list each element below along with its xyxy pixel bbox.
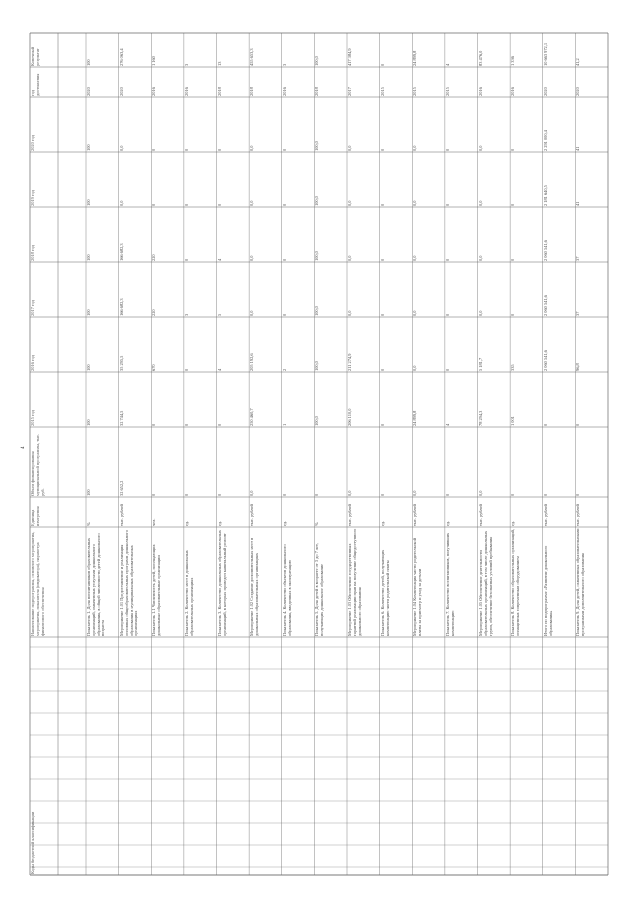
table-row-cell: 0 (444, 493, 450, 496)
table-row-cell: 0,0 (249, 145, 255, 151)
table-row-cell: 0,0 (412, 255, 418, 261)
table-row-cell: 211 274,9 (347, 353, 352, 371)
table-row-cell: % (86, 522, 91, 526)
header-cell: Конечный результат (30, 47, 40, 66)
table-row-cell: 0,0 (477, 145, 483, 151)
header-subcell (59, 428, 86, 496)
table-row-cell: 166 682,3 (118, 243, 124, 261)
table-row-cell: 2016 (510, 87, 516, 96)
table-row-cell: 2018 (314, 87, 320, 96)
table-row-cell: 0 (379, 493, 385, 496)
table-row-cell: 0 (151, 493, 157, 496)
table-row-cell: % (314, 522, 320, 526)
page-number: 4 (21, 446, 26, 449)
table-row-cell: Показатель 9. Доля детей, охваченных образовательными программами дополнительного образования (575, 528, 586, 636)
budget-table (30, 33, 608, 875)
table-row-cell: 2 060 541,6 (542, 240, 548, 261)
table-row-cell: 5 181,7 (477, 357, 483, 371)
table-row-cell: 2015 (444, 87, 450, 96)
table-row-cell: 2016 (183, 87, 189, 96)
table-row-cell: 37 (575, 256, 581, 261)
table-row-cell: 2 060 541,6 (542, 350, 548, 371)
table-row-cell: 0 (281, 258, 287, 261)
table-row-cell: 0 (510, 203, 516, 206)
header-cell: Наименование подпрограммы, основного мероприятия, мероприятия, показателя (индикатора), параметра финансового обеспечения (30, 531, 45, 636)
table-row-cell: 100 (86, 199, 91, 206)
table-row-cell: 0,0 (347, 490, 352, 496)
table-row-cell: 0 (183, 148, 189, 151)
table-row-cell: 83 476,0 (477, 50, 483, 66)
table-row-cell: 0 (183, 258, 189, 261)
table-row-cell: 3 (183, 313, 189, 316)
table-row-cell: 2016 (477, 87, 483, 96)
table-row-cell: 2016 (151, 87, 157, 96)
table-row-cell: 1 (281, 423, 287, 426)
table-row-cell: 2020 (86, 87, 91, 96)
table-row-cell: 24 899,8 (412, 410, 418, 426)
table-row-cell: 0,0 (347, 200, 352, 206)
table-row-cell: Мероприятие 1.04 Компенсация части родительской платы за присмотр и уход за детьми (412, 538, 423, 636)
table-row-cell: 3 (281, 63, 287, 66)
header-subcell (59, 498, 86, 526)
table-row-cell: 166 682,3 (118, 298, 124, 316)
table-row-cell: 206 110,0 (347, 408, 352, 426)
header-cell: Коды бюджетной классификации (30, 811, 35, 874)
table-row-cell: ед. (281, 520, 287, 526)
table-row-cell: 100 (86, 489, 91, 496)
table-row-cell: 3 (183, 63, 189, 66)
table-row-cell: 10 663 972,1 (542, 42, 548, 66)
table-row-cell: 0 (379, 368, 385, 371)
table-row-cell: 0,0 (477, 200, 483, 206)
table-row-cell: 0 (183, 423, 189, 426)
header-subcell (59, 638, 86, 874)
table-row-cell: 0 (151, 203, 157, 206)
table-row-cell: 0 (542, 423, 548, 426)
table-row-cell: 0 (151, 423, 157, 426)
table-row-cell: 100 (86, 309, 91, 316)
table-row-cell: 0,0 (412, 310, 418, 316)
table-row-cell: 100 (86, 59, 91, 66)
table-row-cell: 0 (379, 258, 385, 261)
table-row-cell: 0,0 (347, 310, 352, 316)
table-row-cell: 0,0 (477, 490, 483, 496)
table-row-cell: 2 291 000,4 (542, 130, 548, 151)
header-subcell (59, 153, 86, 206)
table-row-cell: 37 (575, 311, 581, 316)
table-row-cell: 1 336 (510, 56, 516, 66)
header-subcell (59, 68, 86, 96)
table-row-cell: Мероприятие 1.03 Обеспечение государственных гарантий реализации прав на получение общедоступного дошкольного образования (347, 528, 362, 636)
table-row-cell: 220 (151, 254, 157, 261)
table-row-cell: 670 (151, 364, 157, 371)
table-row-cell: 2015 (379, 87, 385, 96)
table-row-cell: Показатель 5. Доля детей в возрасте от 3 до 7 лет, получающих дошкольное образование (314, 543, 325, 636)
table-row-cell: чел. (151, 518, 157, 526)
table-row-cell: 0,0 (412, 200, 418, 206)
table-row-cell: 0 (379, 203, 385, 206)
table-row-cell: 100,0 (314, 56, 320, 66)
header-cell: 2018 год (30, 245, 35, 261)
table-row-cell: 2020 (575, 87, 581, 96)
table-row-cell: тыс. рублей (575, 504, 581, 526)
table-row-cell: 2020 (542, 87, 548, 96)
table-row-cell: 0 (216, 423, 222, 426)
header-subcell (59, 373, 86, 426)
table-row-cell: 4 (444, 423, 450, 426)
table-row-cell: 0 (575, 423, 581, 426)
table-row-cell: 4 (444, 63, 450, 66)
header-cell: 2017 год (30, 300, 35, 316)
header-subcell (59, 318, 86, 371)
header-cell: 2015 год (30, 410, 35, 426)
table-row-cell: 0 (379, 63, 385, 66)
table-row-cell: 0 (379, 313, 385, 316)
table-row-cell: 0 (183, 203, 189, 206)
table-row-cell: 417 384,9 (347, 48, 352, 66)
table-row-cell: 0 (379, 148, 385, 151)
table-row-cell: 24 899,8 (412, 50, 418, 66)
table-row-cell: 0,0 (249, 255, 255, 261)
table-row-cell: 0,0 (249, 200, 255, 206)
table-row-cell: 0 (444, 203, 450, 206)
table-row-cell: тыс. рублей (118, 504, 124, 526)
table-row-cell: 0 (510, 313, 516, 316)
header-cell: год достижения (30, 73, 40, 96)
table-row-cell: 35 295,5 (118, 355, 124, 371)
table-row-cell: 0 (575, 493, 581, 496)
header-cell: 2019 год (30, 190, 35, 206)
table-row-cell: тыс. рублей (412, 504, 418, 526)
table-row-cell: 0,0 (347, 255, 352, 261)
table-row-cell: 0,0 (412, 490, 418, 496)
table-row-cell: 100 (86, 144, 91, 151)
table-row-cell: 41 (575, 201, 581, 206)
header-cell: 2020 год (30, 135, 35, 151)
table-row-cell: 0,0 (249, 490, 255, 496)
table-row-cell: 0 (444, 258, 450, 261)
table-row-cell: 100,0 (314, 141, 320, 151)
table-row-cell: 2 181 640,5 (542, 185, 548, 206)
table-row-cell: 276 063,4 (118, 48, 124, 66)
table-row-cell: тыс. рублей (249, 504, 255, 526)
table-row-cell: 2018 (249, 87, 255, 96)
table-row-cell: Показатель 4. Количество объектов дошкольного образования, введенных в эксплуатацию (281, 544, 292, 636)
table-row-cell: 2015 (412, 87, 418, 96)
table-row-cell: 13 (216, 61, 222, 66)
table-row-cell: 2020 (118, 87, 124, 96)
table-row-cell: 0,0 (477, 255, 483, 261)
table-row-cell: 0 (444, 148, 450, 151)
table-row-cell: 0 (510, 258, 516, 261)
table-row-cell: Показатель 3. Количество дошкольных образовательных организаций, в которых проведен капитальный ремонт (216, 530, 227, 636)
table-row-cell: 96,8 (575, 363, 581, 371)
table-row-cell: ед. (510, 520, 516, 526)
table-row-cell: 0 (151, 148, 157, 151)
table-row-cell: ед. (183, 520, 189, 526)
table-row-cell: 0 (281, 313, 287, 316)
header-cell: 2016 год (30, 355, 35, 371)
table-row-cell: 0 (216, 493, 222, 496)
table-row-cell: 41,2 (575, 58, 581, 66)
header-subcell (59, 98, 86, 151)
table-row-cell: 100,0 (314, 251, 320, 261)
table-row-cell: Мероприятие 1.01 Предоставление и реализация основных общеобразовательных программ дошкольного образования в муниципальных образовательных организациях (118, 529, 139, 636)
table-row-cell: Мероприятие 1.05 Обеспечение деятельности образовательных организаций, в том числе дошкольных групп, обеспечение безопасных условий пребывания (477, 530, 493, 636)
table-row-cell: 0 (510, 493, 516, 496)
table-row-cell: Показатель 8. Количество образовательных организаций, оснащенных современным оборудованием (510, 528, 520, 636)
table-row-cell: Показатель 2. Количество мест в дошкольных образовательных организациях (183, 550, 194, 636)
table-row-cell: 0,0 (249, 310, 255, 316)
table-row-cell: 2 (281, 368, 287, 371)
table-row-cell: тыс. рублей (347, 504, 352, 526)
table-row-cell: тыс. рублей (477, 504, 483, 526)
table-row-cell: 335 (510, 364, 516, 371)
table-row-cell: 0,0 (347, 145, 352, 151)
table-row-cell: 2018 (216, 87, 222, 96)
table-row-cell: Показатель 7. Количество воспитанников, получивших компенсацию (444, 532, 455, 636)
table-row-cell: 0 (379, 423, 385, 426)
table-row-cell: 1 160 (151, 56, 157, 66)
table-row-cell: 100 (86, 364, 91, 371)
table-row-cell: 0 (216, 203, 222, 206)
table-row-cell: 205 192,6 (249, 353, 255, 371)
header-subcell (59, 528, 86, 636)
table-row-cell: 1 001 (510, 416, 516, 426)
table-row-cell: 0 (281, 148, 287, 151)
table-row-cell: 41 (575, 146, 581, 151)
table-row-cell: 0,0 (412, 145, 418, 151)
table-row-cell: 455 653,3 (249, 48, 255, 66)
table-row-cell: 4 (216, 368, 222, 371)
table-row-cell: 32 652,2 (118, 480, 124, 496)
table-row-cell: 100,0 (314, 196, 320, 206)
table-row-cell: 0,0 (118, 145, 124, 151)
table-row-cell: 0 (444, 368, 450, 371)
table-row-cell: 250 460,7 (249, 408, 255, 426)
table-row-cell: 100,0 (314, 416, 320, 426)
table-row-cell: Показатель 1.1 Численность детей, посещающих дошкольные образовательные организации (151, 544, 162, 636)
table-row-cell: 0,0 (477, 310, 483, 316)
table-row-cell: 2 060 541,6 (542, 295, 548, 316)
table-row-cell: 0 (510, 148, 516, 151)
table-row-cell: 5 (216, 313, 222, 316)
table-row-cell: ед. (444, 520, 450, 526)
table-row-cell: 32 744,5 (118, 410, 124, 426)
table-row-cell: 0 (314, 493, 320, 496)
table-row-cell: 2017 (347, 87, 352, 96)
table-row-cell: Показатель 1. Доля воспитанников образовательных организаций, охваченных услугами дошкольного образования, в общей численности детей дошкольного возраста (86, 533, 106, 636)
table-row-cell: 100 (86, 254, 91, 261)
table-row-cell: 0 (281, 493, 287, 496)
table-row-cell: Мероприятие 1.02 Создание дополнительных мест в дошкольных образовательных организациях (249, 537, 259, 636)
table-row-cell: 100,0 (314, 361, 320, 371)
table-row-cell: 0 (444, 313, 450, 316)
table-row-cell: 100 (86, 419, 91, 426)
table-row-cell: 100,0 (314, 306, 320, 316)
table-row-cell: 78 294,3 (477, 410, 483, 426)
table-row-cell: 0 (542, 493, 548, 496)
table-row-cell: 2016 (281, 87, 287, 96)
table-row-cell: Итого по подпрограмме «Развитие дошкольного образования» (542, 545, 553, 636)
header-cell: Единица измерения (30, 506, 40, 526)
table-row-cell: тыс. рублей (542, 504, 548, 526)
table-row-cell: 0,0 (118, 200, 124, 206)
header-subcell (59, 263, 86, 316)
table-row-cell: 0,0 (412, 365, 418, 371)
table-row-cell: 4 (216, 258, 222, 261)
table-row-cell: 0 (281, 203, 287, 206)
table-row-cell: 0 (183, 368, 189, 371)
table-row-cell: 220 (151, 309, 157, 316)
table-row-cell: Показатель 6. Количество детей, получающих компенсацию части родительской платы (379, 549, 390, 636)
header-subcell (59, 34, 86, 66)
header-subcell (59, 208, 86, 261)
table-row-cell: ед. (216, 520, 222, 526)
table-row-cell: 0 (183, 493, 189, 496)
table-row-cell: ед. (379, 520, 385, 526)
header-cell: Объем финансирования муниципальной программы, тыс. руб. (30, 433, 45, 496)
table-row-cell: 0 (216, 148, 222, 151)
